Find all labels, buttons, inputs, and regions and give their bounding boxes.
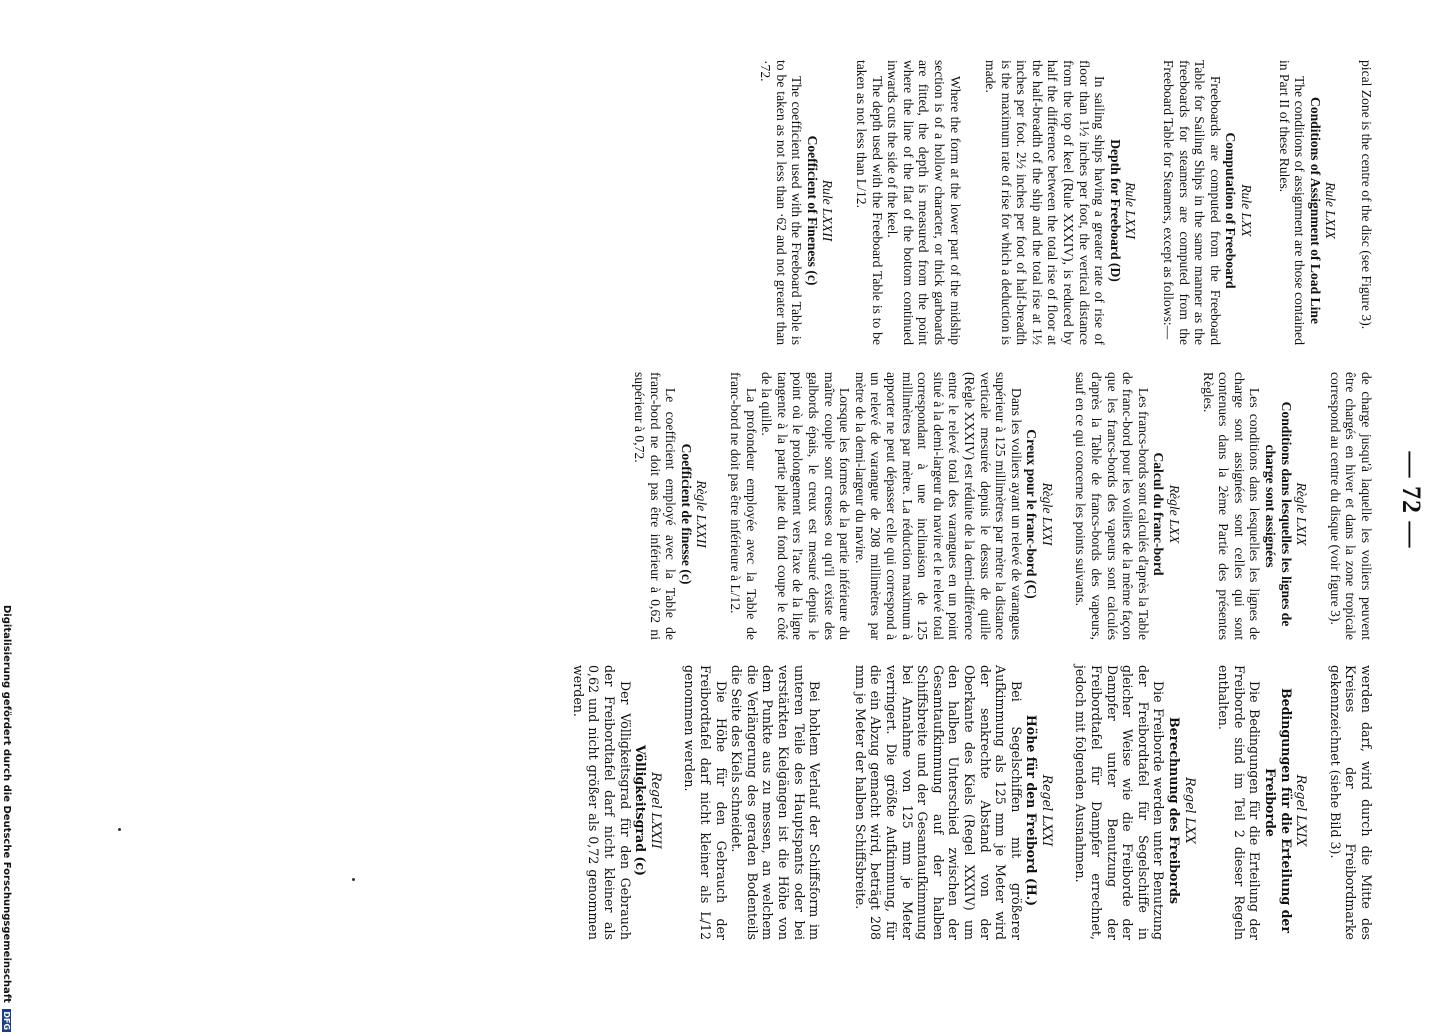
english-heading-69: Conditions of Assignment of Load Line (1307, 97, 1323, 324)
french-text-70: Les francs-bords sont calculés d'après la Table de franc-bord pour les voiliers de la même façon que les francs-bords des vapeurs sont calculés d'après la Table de francs-bords des vapeurs, sauf en ce qui concerne les points suivants. (1073, 372, 1151, 640)
english-rule-71: Rule LXXI (1123, 181, 1139, 239)
french-text-71b: Lorsque les formes de la partie inférieure du maître couple sont creuses ou qu'il existe des galbords épais, le creux est mesuré depuis le point où le prolongement vers l'axe de la ligne tangente à la partie plate du fond coupe le côté de la quille. (759, 372, 853, 640)
english-text-71b: Where the form at the lower part of the midship section is of a hollow character, or thick garboards are fitted, the depth is measured from the point where the line of the flat of the bottom continued inwards cuts the side of the keel. (885, 60, 963, 345)
english-text-70: Freeboards are computed from the Freeboard Table for Sailing Ships in the same manner as the freeboards for steamers are computed from the Freeboard Table for Steamers, except as follows:— (1161, 60, 1223, 345)
french-heading-69: Conditions dans lesquelles les lignes de charge sont assignées (1263, 401, 1294, 627)
english-rule-70: Rule LXX (1239, 184, 1255, 237)
scan-speck (118, 828, 121, 831)
english-text-69: The conditions of assignment are those contained in Part II of these Rules. (1276, 60, 1308, 345)
german-rule-70: Regel LXX (1182, 777, 1198, 844)
german-text-71c: Die Höhe für den Gebrauch der Freibordtafel darf nicht kleiner als L/12 genommen werden. (682, 665, 729, 940)
german-rule-72: Regel LXXII (648, 772, 664, 849)
page-number: — 72 — (1397, 451, 1426, 549)
german-text-71a: Bei Segelschiffen mit größerer Aufkimmung als 125 mm je Meter wird der senkrechte Abstand von der Oberkante des Kiels (Regel XXXIV) um den halben Unterschied zwischen der Gesamtaufkimmung auf der halben Schiffsbreite und der Gesamtaufkimmung bei Annahme von 125 mm je Meter verringert. Die größte Aufkimmung, für die ein Abzug gemacht wird, beträgt 208 mm je Meter der halben Schiffsbreite. (852, 665, 1024, 940)
english-text-71a: In sailing ships having a greater rate of rise of floor than 1½ inches per foot, the vertical distance from the top of keel (Rule XXXIV), is reduced by half the difference between the total rise of floor at the half-breadth of the ship and the total rise at 1½ inches per foot. 2½ inches per foot of half-breadth is the maximum rate of rise for which a deduction is made. (983, 60, 1108, 345)
scan-speck (352, 878, 355, 881)
german-intro: werden darf, wird durch die Mitte des Kreises der Freibordmarke gekennzeichnet (siehe Bild 3). (1327, 665, 1374, 940)
german-heading-69: Bedingungen für die Erteilung der Freiborde (1263, 687, 1294, 934)
dfg-logo: DFG (2, 1011, 11, 1031)
german-text-72: Der Völligkeitsgrad für den Gebrauch der Freibordtafel darf nicht kleiner als 0,62 und nicht größer als 0,72 genommen werden. (570, 665, 633, 940)
english-rule-69: Rule LXIX (1323, 181, 1339, 239)
german-column (570, 665, 1374, 940)
english-rule-72: Rule LXXII (820, 179, 836, 242)
french-text-72: Le coefficient employé avec la Table de franc-bord ne doit pas être inférieur à 0,62 ni supérieur à 0,72. (632, 372, 679, 640)
german-heading-72: Völligkeitsgrad (c) (633, 745, 649, 876)
english-heading-70: Computation of Freeboard (1223, 132, 1239, 289)
german-heading-70: Berechnung des Freibords (1167, 717, 1183, 904)
german-text-69: Die Bedingungen für die Erteilung der Freiborde sind im Teil 2 dieser Regeln enthalten. (1216, 665, 1263, 940)
french-text-69: Les conditions dans lesquelles les lignes de charge sont assignées sont celles qui sont contenues dans la 2ème Partie des présentes Règles. (1200, 372, 1263, 640)
french-text-71a: Dans les voiliers ayant un relevé de varangues supérieur à 125 millimètres par mètre la distance verticale mesurée depuis le dessus de quille (Règle XXXIV) est réduite de la demi-différence entre le relevé total des varangues en un point situé à la demi-largeur du navire et le relevé total correspondant à une inclinaison de 125 millimètres par mètre. La réduction maximum à apporter ne peut dépasser celle qui correspond à un relevé de varangue de 208 millimètres par mètre de la demi-largeur du navire. (852, 372, 1024, 640)
french-intro: de charge jusqu'à laquelle les voiliers peuvent être chargés en hiver et dans la zone tropicale correspond au centre du disque (voir figure 3). (1327, 372, 1374, 640)
french-heading-70: Calcul du franc-bord (1151, 452, 1167, 576)
french-rule-72: Règle LXXII (694, 480, 710, 548)
french-rule-70: Règle LXX (1167, 484, 1183, 544)
french-column (631, 372, 1374, 640)
english-intro: pical Zone is the centre of the disc (see Figure 3). (1359, 60, 1374, 330)
french-rule-71: Règle LXXI (1039, 482, 1055, 546)
english-text-72: The coefficient used with the Freeboard Table is to be taken as not less than ·62 and not greater than ·72. (758, 60, 805, 345)
german-text-71b: Bei hohlem Verlauf der Schiffsform im unteren Teile des Hauptspants oder bei verstärkten Kielgängen ist die Höhe von dem Punkte aus zu messen, an welchem die Verlängerung des geraden Bodenteils die Seite des Kiels schneidet. (729, 665, 823, 940)
german-rule-71: Regel LXXI (1039, 774, 1055, 847)
french-heading-71: Creux pour le franc-bord (C) (1024, 429, 1040, 599)
english-column (757, 60, 1374, 345)
english-text-71c: The depth used with the Freeboard Table is to be taken as not less than L/12. (853, 60, 885, 345)
english-heading-72: Coefficient of Fineness (c) (804, 135, 820, 286)
french-text-71c: La profondeur employée avec la Table de franc-bord ne doit pas être inférieure à L/12. (728, 372, 759, 640)
credit-text: Digitalisierung gefördert durch die Deutsche Forschungsgemeinschaft (1, 605, 12, 1003)
english-heading-71: Depth for Freeboard (D) (1107, 139, 1123, 282)
german-rule-69: Regel LXIX (1294, 774, 1310, 847)
french-heading-72: Coefficient de finesse (c) (678, 443, 694, 585)
german-text-70: Die Freiborde werden unter Benutzung der Freibordtafel für Segelschiffe in gleicher Weise wie die Freiborde der Dampfer unter Benutzung der Freibordtafel für Dampfer errechnet, jedoch mit folgenden Ausnahmen. (1073, 665, 1167, 940)
german-heading-71: Höhe für den Freibord (H.) (1024, 714, 1040, 907)
french-rule-69: Règle LXIX (1294, 482, 1310, 546)
